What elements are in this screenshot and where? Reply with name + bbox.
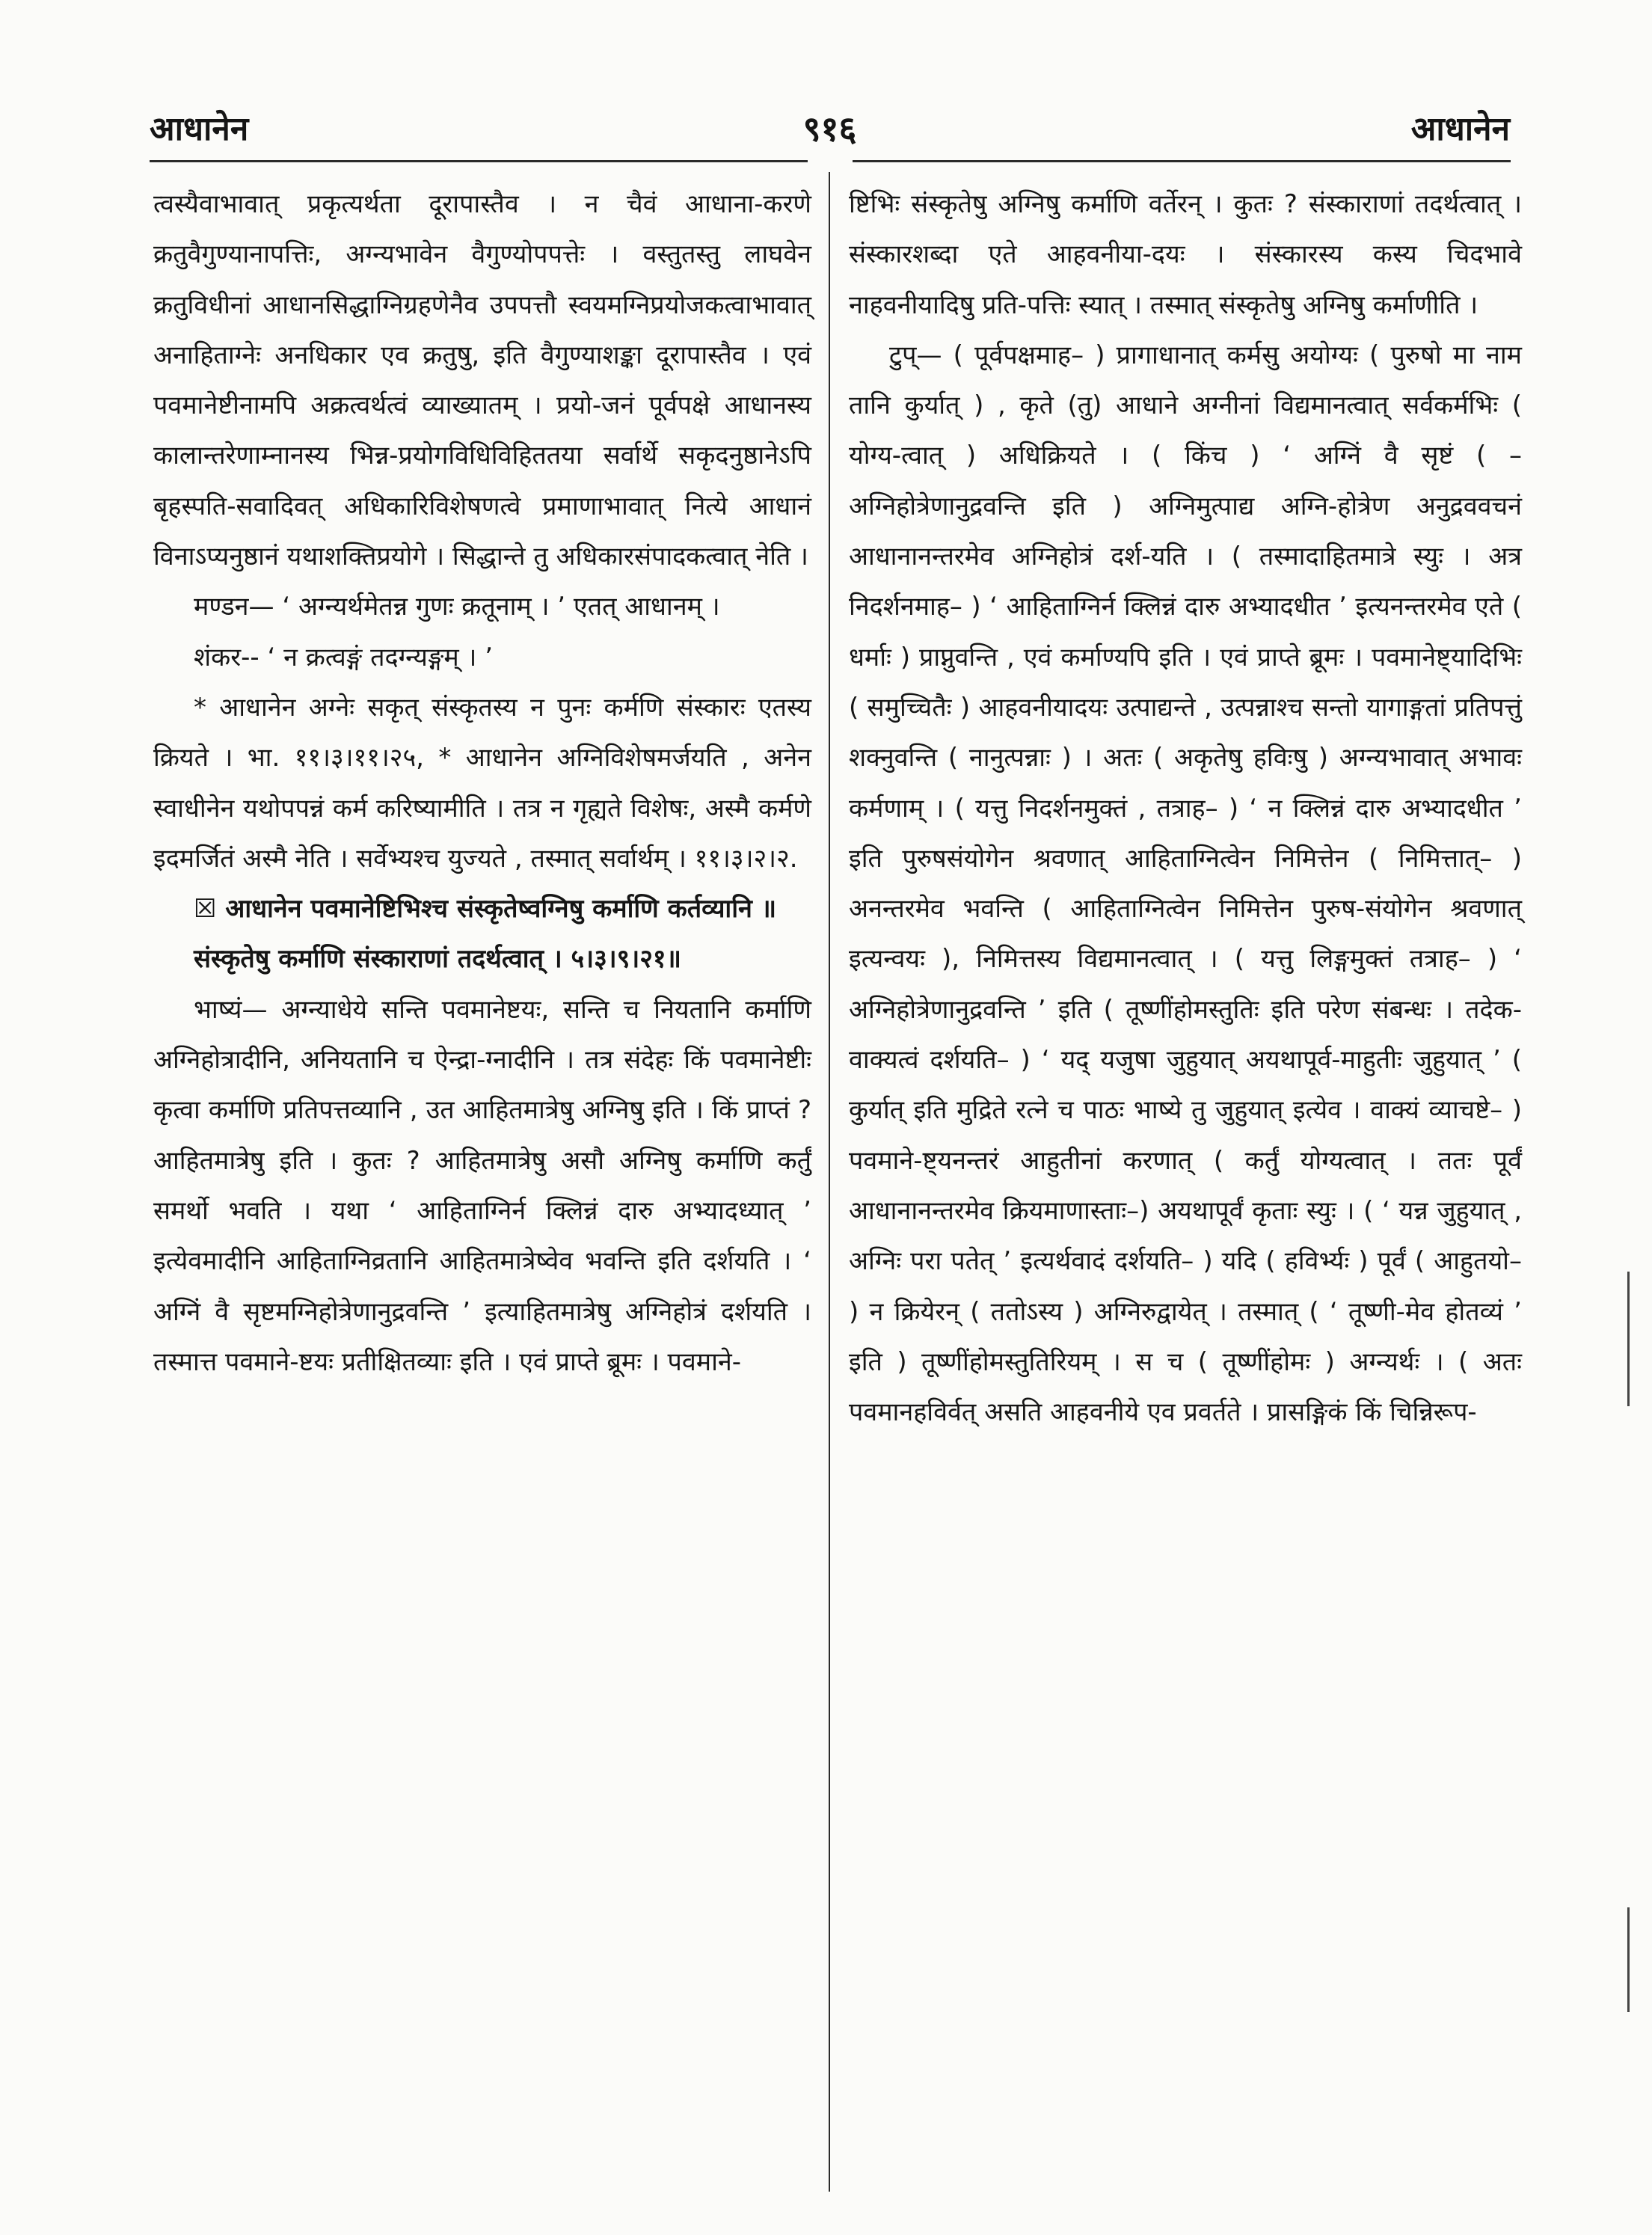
header-rule-right [853,160,1511,162]
left-para-1: त्वस्यैवाभावात् प्रकृत्यर्थता दूरापास्तैव । न चैवं आधाना-करणे क्रतुवैगुण्यानापत्तिः, अग्न्यभावेन वैगुण्योपपत्तेः । वस्तुतस्तु लाघवेन क्रतुविधीनां आधानसिद्धाग्निग्रहणेनैव उपपत्तौ स्वयमग्निप्रयोजकत्वाभावात् अनाहिताग्नेः अनधिकार एव क्रतुषु, इति वैगुण्याशङ्का दूरापास्तैव । एवं पवमानेष्टीनामपि अक्रत्वर्थत्वं व्याख्यातम् । प्रयो-जनं पूर्वपक्षे आधानस्य कालान्तरेणाम्नानस्य भिन्न-प्रयोगविधिविहिततया सर्वार्थे सकृदनुष्ठानेऽपि बृहस्पति-सवादिवत् अधिकारिविशेषणत्वे प्रमाणाभावात् नित्ये आधानं विनाऽप्यनुष्ठानं यथाशक्तिप्रयोगे । सिद्धान्ते तु अधिकारसंपादकत्वात् नेति । [153,189,811,572]
left-column [153,180,811,1388]
left-para-bhashya-note: * आधानेन अग्नेः सकृत् संस्कृतस्य न पुनः कर्मणि संस्कारः एतस्य क्रियते । भा. ११।३।११।२५, * आधानेन अग्निविशेषमर्जयति , अनेन स्वाधीनेन यथोपपन्नं कर्म करिष्यामीति । तत्र न गृह्यते विशेषः, अस्मै कर्मणे इदमर्जितं अस्मै नेति । सर्वेभ्यश्च युज्यते , तस्मात् सर्वार्थम् । ११।३।२।२. [153,692,811,874]
page-edge-mark [1627,1907,1630,2012]
left-para-mandana: मण्डन— ‘ अग्न्यर्थमेतन्न गुणः क्रतूनाम् । ’ एतत् आधानम् । [194,592,720,622]
right-column [849,180,1522,1438]
left-para-shankara: शंकर-- ‘ न क्रत्वङ्गं तदग्न्यङ्गम् । ’ [194,642,494,672]
page-edge-mark [1627,1272,1630,1406]
header-left-title: आधानेन [150,110,249,148]
right-para-1: ष्टिभिः संस्कृतेषु अग्निषु कर्माणि वर्तेरन् । कुतः ? संस्काराणां तदर्थत्वात् । संस्कारशब्दा एते आहवनीया-दयः । संस्कारस्य कस्य चिदभावे नाहवनीयादिषु प्रति-पत्तिः स्यात् । तस्मात् संस्कृतेषु अग्निषु कर्माणीति । [849,189,1522,320]
left-para-bhashya: भाष्यं— अग्न्याधेये सन्ति पवमानेष्टयः, सन्ति च नियतानि कर्माणि अग्निहोत्रादीनि, अनियतानि च ऐन्द्रा-ग्नादीनि । तत्र संदेहः किं पवमानेष्टीः कृत्वा कर्माणि प्रतिपत्तव्यानि , उत आहितमात्रेषु अग्निषु इति । किं प्राप्तं ? आहितमात्रेषु इति । कुतः ? आहितमात्रेषु असौ अग्निषु कर्माणि कर्तुं समर्थो भवति । यथा ‘ आहिताग्निर्न क्लिन्नं दारु अभ्यादध्यात् ’ इत्येवमादीनि आहिताग्निव्रतानि आहितमात्रेष्वेव भवन्ति इति दर्शयति । ‘ अग्निं वै सृष्टमग्निहोत्रेणानुद्रवन्ति ’ इत्याहितमात्रेषु अग्निहोत्रं दर्शयति । तस्मात्त पवमाने-ष्टयः प्रतीक्षितव्याः इति । एवं प्राप्ते ब्रूमः । पवमाने- [153,994,811,1377]
running-header [150,105,1510,165]
header-rule-left [150,160,808,162]
page-number: ९१६ [802,108,857,149]
left-para-sutra: संस्कृतेषु कर्माणि संस्काराणां तदर्थत्वात् । ५।३।९।२१॥ [194,944,681,975]
header-right-title: आधानेन [1410,110,1510,148]
column-divider [829,172,830,2192]
right-para-tuptika: टुप्— ( पूर्वपक्षमाह– ) प्रागाधानात् कर्मसु अयोग्यः ( पुरुषो मा नाम तानि कुर्यात् ) , कृते (तु) आधाने अग्नीनां विद्यमानत्वात् सर्वकर्मभिः ( योग्य-त्वात् ) अधिक्रियते । ( किंच ) ‘ अग्निं वै सृष्टं ( – अग्निहोत्रेणानुद्रवन्ति इति ) अग्निमुत्पाद्य अग्नि-होत्रेण अनुद्रववचनं आधानानन्तरमेव अग्निहोत्रं दर्श-यति । ( तस्मादाहितमात्रे स्युः । अत्र निदर्शनमाह– ) ‘ आहिताग्निर्न क्लिन्नं दारु अभ्यादधीत ’ इत्यनन्तरमेव एते ( धर्माः ) प्राप्नुवन्ति , एवं कर्माण्यपि इति । एवं प्राप्ते ब्रूमः । पवमानेष्ट्यादिभिः ( समुच्चितैः ) आहवनीयादयः उत्पाद्यन्ते , उत्पन्नाश्च सन्तो यागाङ्गतां प्रतिपत्तुं शक्नुवन्ति ( नानुत्पन्नाः ) । अतः ( अकृतेषु हविःषु ) अग्न्यभावात् अभावः कर्मणाम् । ( यत्तु निदर्शनमुक्तं , तत्राह– ) ‘ न क्लिन्नं दारु अभ्यादधीत ’ इति पुरुषसंयोगेन श्रवणात् आहिताग्नित्वेन निमित्तेन ( निमित्तात्– ) अनन्तरमेव भवन्ति ( आहिताग्नित्वेन निमित्तेन पुरुष-संयोगेन श्रवणात् इत्यन्वयः ), निमित्तस्य विद्यमानत्वात् । ( यत्तु लिङ्गमुक्तं तत्राह– ) ‘ अग्निहोत्रेणानुद्रवन्ति ’ इति ( तूष्णींहोमस्तुतिः इति परेण संबन्धः । तदेक-वाक्यत्वं दर्शयति– ) ‘ यद् यजुषा जुहुयात् अयथापूर्व-माहुतीः जुहुयात् ’ ( कुर्यात् इति मुद्रिते रत्ने च पाठः भाष्ये तु जुहुयात् इत्येव । वाक्यं व्याचष्टे– ) पवमाने-ष्ट्यनन्तरं आहुतीनां करणात् ( कर्तुं योग्यत्वात् । ततः पूर्वं आधानानन्तरमेव क्रियमाणास्ताः–) अयथापूर्वं कृताः स्युः । ( ‘ यन्न जुहुयात् , अग्निः परा पतेत् ’ इत्यर्थवादं दर्शयति– ) यदि ( हविर्भ्यः ) पूर्वं ( आहुतयो– ) न क्रियेरन् ( ततोऽस्य ) अग्निरुद्वायेत् । तस्मात् ( ‘ तूष्णी-मेव होतव्यं ’ इति ) तूष्णींहोमस्तुतिरियम् । स च ( तूष्णींहोमः ) अग्न्यर्थः । ( अतः पवमानहविर्वत् असति आहवनीये एव प्रवर्तते । प्रासङ्गिकं किं चिन्निरूप- [849,340,1522,1428]
left-para-heading: ☒ आधानेन पवमानेष्टिभिश्च संस्कृतेष्वग्निषु कर्माणि कर्तव्यानि ॥ [194,894,777,925]
